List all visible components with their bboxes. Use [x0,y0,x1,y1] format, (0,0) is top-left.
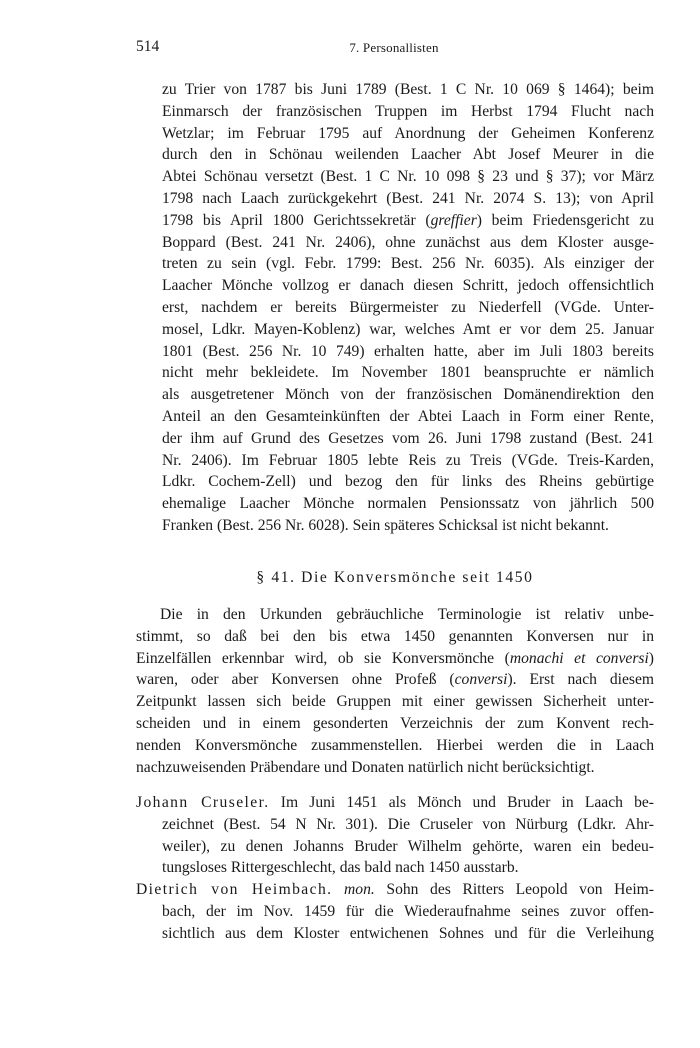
text-line: Franken (Best. 256 Nr. 6028). Sein späteres Schicksal ist nicht bekannt. [162,516,609,534]
text-line [136,792,654,814]
text-line: Anteil an den Gesamteinkünften der Abtei Laach in Form einer Rente, [162,407,654,425]
text-line: ehemalige Laacher Mönche normalen Pensionssatz von jährlich 500 [162,495,654,513]
page-header [136,38,652,58]
text-line: treten zu sein (vgl. Febr. 1799: Best. 256 Nr. 6035). Als einziger der [162,255,654,273]
text-line: Ldkr. Cochem-Zell) und bezog den für links des Rheins gebürtige [162,473,654,491]
text-fragment: Einzelfällen erkennbar wird, ob sie Konversmönche ( [136,649,510,667]
text-line: Zeitpunkt lassen sich beide Gruppen mit einer gewissen Sicherheit unter- [136,693,654,711]
text-fragment: Sohn des Ritters Leopold von Heim- [374,881,654,899]
text-line [136,879,654,901]
text-line: stimmt, so daß bei den bis etwa 1450 genannten Konversen nur in [136,627,654,645]
text-fragment: ) beim Friedensgericht zu [476,211,654,229]
italic-term: mon. [344,881,375,899]
text-fragment: Im Juni 1451 als Mönch und Bruder in Laach be- [269,794,655,811]
section-heading: § 41. Die Konversmönche seit 1450 [256,569,534,586]
text-line: mosel, Ldkr. Mayen-Koblenz) war, welches Amt er vor dem 25. Januar [162,320,654,338]
text-line: Laacher Mönche vollzog er danach diesen Schritt, jedoch offensichtlich [162,277,654,295]
text-fragment: waren, oder aber Konversen ohne Profeß ( [136,671,455,689]
text-line: Boppard (Best. 241 Nr. 2406), ohne zunächst aus dem Kloster ausge- [162,233,654,251]
text-line: nachzuweisenden Präbendare und Donaten natürlich nicht berücksichtigt. [136,758,595,776]
text-fragment: ) [648,649,654,667]
running-head: 7. Personallisten [349,40,439,55]
text-line: Abtei Schönau versetzt (Best. 1 C Nr. 10 098 § 23 und § 37); vor März [162,168,654,186]
text-line: nenden Konversmönche zusammenstellen. Hierbei werden die in Laach [136,736,654,754]
text-line: der ihm auf Grund des Gesetzes vom 26. Juni 1798 zustand (Best. 241 [162,429,654,447]
text-line: sichtlich aus dem Kloster entwichenen Sohnes und für die Verleihung [162,924,654,942]
text-line: Wetzlar; im Februar 1795 auf Anordnung der Geheimen Konferenz [162,124,654,142]
entry-list [136,792,654,945]
text-line: zu Trier von 1787 bis Juni 1789 (Best. 1 C Nr. 10 069 § 1464); beim [162,81,654,98]
text-line: nicht mehr bekleidete. Im November 1801 beanspruchte er nämlich [162,364,654,382]
italic-term: conversi [454,671,508,689]
text-line: 1798 nach Laach zurückgekehrt (Best. 241 Nr. 2074 S. 13); von April [162,189,654,207]
text-fragment: 1798 bis April 1800 Gerichtssekretär ( [162,211,431,229]
list-item [136,792,654,879]
list-item [136,879,654,944]
text-line: durch den in Schönau weilenden Laacher Abt Josef Meurer in die [162,146,654,164]
text-line: erst, nachdem er bereits Bürgermeister zu Niederfell (VGde. Unter- [162,298,654,316]
text-line: Nr. 2406). Im Februar 1805 lebte Reis zu Treis (VGde. Treis-Karden, [162,451,654,469]
text-line [136,669,654,691]
text-fragment: ). Erst nach diesem [507,671,654,689]
text-line: Einmarsch der französischen Truppen im Herbst 1794 Flucht nach [162,102,654,120]
person-name: Johann Cruseler. [136,794,270,811]
text-line: tungsloses Rittergeschlecht, das bald nach 1450 ausstarb. [162,859,519,877]
text-line: als ausgetretener Mönch von der französischen Domänendirektion den [162,386,654,404]
italic-term: greffier [430,211,477,229]
text-line: Die in den Urkunden gebräuchliche Terminologie ist relativ unbe- [160,606,654,623]
text-line: 1801 (Best. 256 Nr. 10 749) erhalten hatte, aber im Juli 1803 bereits [162,342,654,360]
page-number: 514 [136,38,160,55]
text-line: scheiden und in einem gesonderten Verzeichnis der zum Konvent rech- [136,714,654,732]
person-name: Dietrich von Heimbach. [136,881,333,899]
text-line [162,210,654,232]
italic-term: monachi et conversi [509,649,649,667]
text-line: weiler), zu denen Johanns Bruder Wilhelm gehörte, waren ein bedeu- [162,837,654,855]
intro-paragraph [136,604,654,778]
text-line [136,648,654,670]
text-line: bach, der im Nov. 1459 für die Wiederaufnahme seines zuvor offen- [162,902,654,920]
continued-paragraph [162,79,654,537]
text-line: zeichnet (Best. 54 N Nr. 301). Die Cruseler von Nürburg (Ldkr. Ahr- [162,815,654,833]
